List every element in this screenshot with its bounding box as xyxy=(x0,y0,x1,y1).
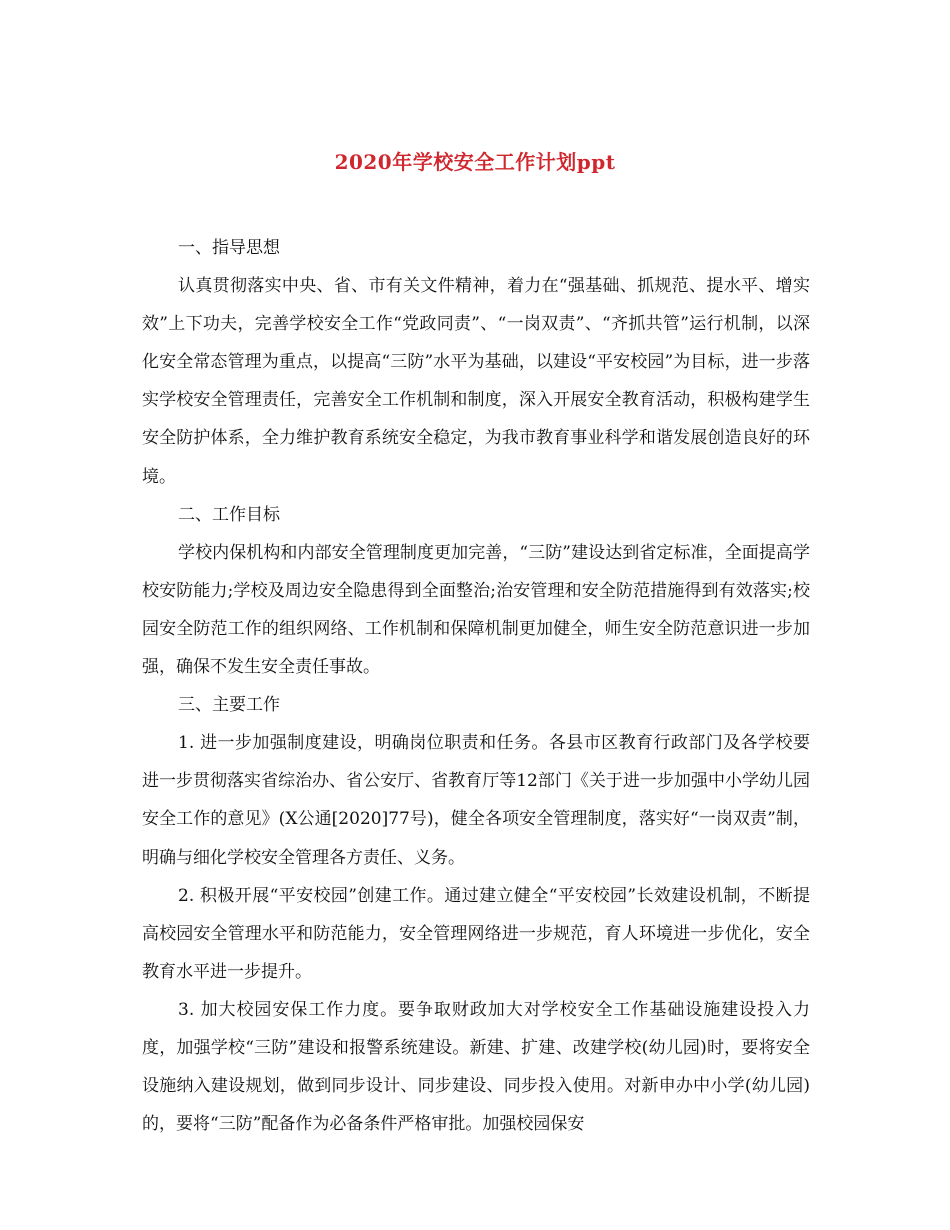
section-heading-main-work: 三、主要工作 xyxy=(178,695,280,716)
section-heading-guiding-ideology: 一、指导思想 xyxy=(178,238,280,258)
paragraph-work-goals: 学校内保机构和内部安全管理制度更加完善，“三防”建设达到省定标准，全面提高学校安防能力;学校及周边安全隐患得到全面整治;治安管理和安全防范措施得到有效落实;校园安全防范工作的组织网络、工作机制和保障机制更加健全，师生安全防范意识进一步加强，确保不发生安全责任事故。 xyxy=(142,542,810,678)
document-body xyxy=(142,229,810,1143)
paragraph-main-work-2: 2. 积极开展“平安校园”创建工作。通过建立健全“平安校园”长效建设机制，不断提高校园安全管理水平和防范能力，安全管理网络进一步规范，育人环境进一步优化，安全教育水平进一步提升。 xyxy=(142,885,810,982)
document-title: 2020年学校安全工作计划ppt xyxy=(334,150,616,174)
paragraph-main-work-3: 3. 加大校园安保工作力度。要争取财政加大对学校安全工作基础设施建设投入力度，加强学校“三防”建设和报警系统建设。新建、扩建、改建学校(幼儿园)时，要将安全设施纳入建设规划，做到同步设计、同步建设、同步投入使用。对新申办中小学(幼儿园)的，要将“三防”配备作为必备条件严格审批。加强校园保安 xyxy=(142,999,810,1135)
paragraph-guiding-ideology: 认真贯彻落实中央、省、市有关文件精神，着力在“强基础、抓规范、提水平、增实效”上下功夫，完善学校安全工作“党政同责”、“一岗双责”、“齐抓共管”运行机制，以深化安全常态管理为重点，以提高“三防”水平为基础，以建设“平安校园”为目标，进一步落实学校安全管理责任，完善安全工作机制和制度，深入开展安全教育活动，积极构建学生安全防护体系，全力维护教育系统安全稳定，为我市教育事业科学和谐发展创造良好的环境。 xyxy=(142,276,810,487)
section-heading-work-goals: 二、工作目标 xyxy=(178,504,280,525)
paragraph-main-work-1: 1. 进一步加强制度建设，明确岗位职责和任务。各县市区教育行政部门及各学校要进一步贯彻落实省综治办、省公安厅、省教育厅等12部门《关于进一步加强中小学幼儿园安全工作的意见》(X公通[2020]77号)，健全各项安全管理制度，落实好“一岗双责”制，明确与细化学校安全管理各方责任、义务。 xyxy=(142,733,810,868)
